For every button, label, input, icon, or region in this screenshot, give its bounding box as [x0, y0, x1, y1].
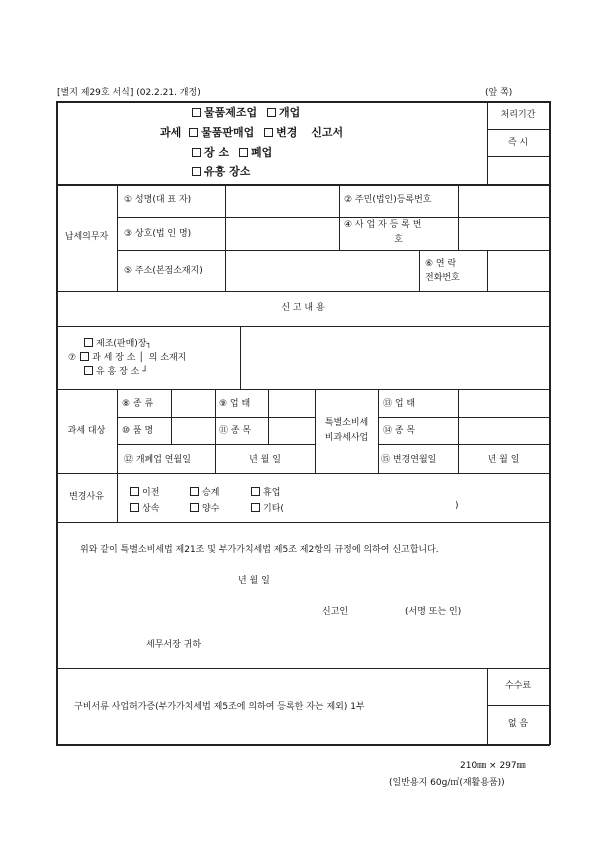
type-field[interactable]: [172, 390, 214, 416]
business-type-field[interactable]: [269, 390, 314, 416]
exempt-item-label: ⑭ 종 목: [383, 426, 416, 436]
sales-checkbox[interactable]: [189, 128, 198, 137]
business-type-label: ⑨ 업 태: [219, 399, 251, 409]
phone-field[interactable]: [488, 251, 548, 290]
reason-other: 기타(: [251, 501, 284, 514]
type-label: ⑧ 종 류: [122, 399, 154, 409]
registration-number-field[interactable]: [459, 185, 548, 216]
change-reason-section-label: 변경사유: [69, 492, 104, 502]
special-tax-exempt-label-2: 비과세사업: [324, 433, 369, 443]
name-label: ① 성명(대 표 자): [124, 195, 192, 205]
processing-period-value: 즉 시: [507, 138, 529, 148]
reason-inheritance: 상속: [130, 501, 159, 514]
business-number-label-cont: 호: [394, 235, 403, 245]
location-option-1: 제조(판매)장┐: [84, 338, 151, 350]
business-number-label: ④ 사 업 자 등 록 번: [344, 220, 422, 230]
title-line-3: 장 소 폐업: [192, 146, 272, 159]
name-field[interactable]: [226, 185, 338, 216]
taxable-place-checkbox[interactable]: [80, 352, 89, 361]
recipient-label: 세무서장 귀하: [146, 640, 202, 650]
place-checkbox[interactable]: [192, 148, 201, 157]
location-option-2: ⑦ 과 세 장 소 │ 의 소재지: [68, 353, 187, 363]
tax-target-section-label: 과세 대상: [67, 426, 106, 436]
reason-relocation: 이전: [130, 485, 159, 498]
title-line-4: 유흥 장소: [192, 165, 250, 178]
item-field[interactable]: [269, 418, 314, 443]
contact-label: ⑥ 연 락: [425, 259, 457, 269]
page-side: (앞 쪽): [485, 88, 513, 98]
change-checkbox[interactable]: [264, 128, 273, 137]
manufacturing-place-checkbox[interactable]: [84, 338, 93, 347]
address-field[interactable]: [226, 251, 418, 290]
company-name-label: ③ 상호(법 인 명): [124, 229, 192, 239]
manufacturing-checkbox[interactable]: [192, 108, 201, 117]
change-date-label: ⑮ 변경연월일: [381, 455, 437, 465]
item-label: ⑪ 종 목: [219, 426, 252, 436]
paper-spec: (일반용지 60g/㎡(재활용품)): [389, 778, 505, 788]
declaration-text: 위와 같이 특별소비세법 제21조 및 부가가치세법 제5조 제2항의 규정에 의하여 신고합니다.: [80, 545, 439, 555]
reason-suspension: 휴업: [251, 485, 280, 498]
reason-transfer: 양수: [190, 501, 219, 514]
product-name-label: ⑩ 품 명: [122, 426, 154, 436]
registration-number-label: ② 주민(법인)등록번호: [344, 195, 432, 205]
required-documents: 구비서류 사업허가증(부가가치세법 제5조에 의하여 등록한 자는 제외) 1부: [74, 702, 365, 712]
title-line-1: 물품제조업 개업: [192, 106, 300, 119]
open-close-date-label: ⑫ 개폐업 연월일: [124, 455, 191, 465]
entertainment-place-checkbox[interactable]: [84, 366, 93, 375]
transfer-checkbox[interactable]: [190, 503, 199, 512]
exempt-business-type-field[interactable]: [459, 390, 548, 416]
close-business-checkbox[interactable]: [239, 148, 248, 157]
declaration-date[interactable]: 년 월 일: [238, 576, 270, 586]
report-content-heading: 신 고 내 용: [281, 303, 325, 313]
suspension-checkbox[interactable]: [251, 487, 260, 496]
open-business-checkbox[interactable]: [267, 108, 276, 117]
taxpayer-section-label: 납세의무자: [64, 232, 109, 242]
open-close-date-field[interactable]: 년 월 일: [249, 455, 281, 465]
relocation-checkbox[interactable]: [130, 487, 139, 496]
phone-label: 전화번호: [425, 273, 460, 283]
special-tax-exempt-label-1: 특별소비세: [324, 418, 369, 428]
change-date-field[interactable]: 년 월 일: [487, 455, 520, 465]
exempt-item-field[interactable]: [459, 418, 548, 443]
processing-period-label: 처리기간: [500, 110, 536, 120]
succession-checkbox[interactable]: [190, 487, 199, 496]
reporter-label: 신고인: [322, 607, 349, 617]
paper-size: 210㎜ × 297㎜: [460, 761, 526, 771]
entertainment-checkbox[interactable]: [192, 167, 201, 176]
company-name-field[interactable]: [226, 218, 338, 249]
signature-field[interactable]: (서명 또는 인): [405, 607, 462, 617]
other-close-paren: ): [455, 501, 459, 511]
form-number: [별지 제29호 서식] (02.2.21. 개정): [57, 88, 201, 98]
location-option-3: 유 흥 장 소 ┘: [84, 366, 148, 378]
fee-value: 없 음: [507, 719, 529, 729]
title-line-2: 과세 물품판매업 변경 신고서: [160, 126, 344, 139]
fee-label: 수수료: [504, 681, 532, 691]
product-name-field[interactable]: [172, 418, 214, 443]
other-reason-field[interactable]: [292, 499, 452, 513]
address-label: ⑤ 주소(본점소재지): [124, 266, 203, 276]
inheritance-checkbox[interactable]: [130, 503, 139, 512]
exempt-business-type-label: ⑬ 업 태: [383, 399, 416, 409]
reason-succession: 승계: [190, 485, 219, 498]
business-number-field[interactable]: [459, 218, 548, 249]
location-field[interactable]: [241, 327, 548, 388]
other-checkbox[interactable]: [251, 503, 260, 512]
